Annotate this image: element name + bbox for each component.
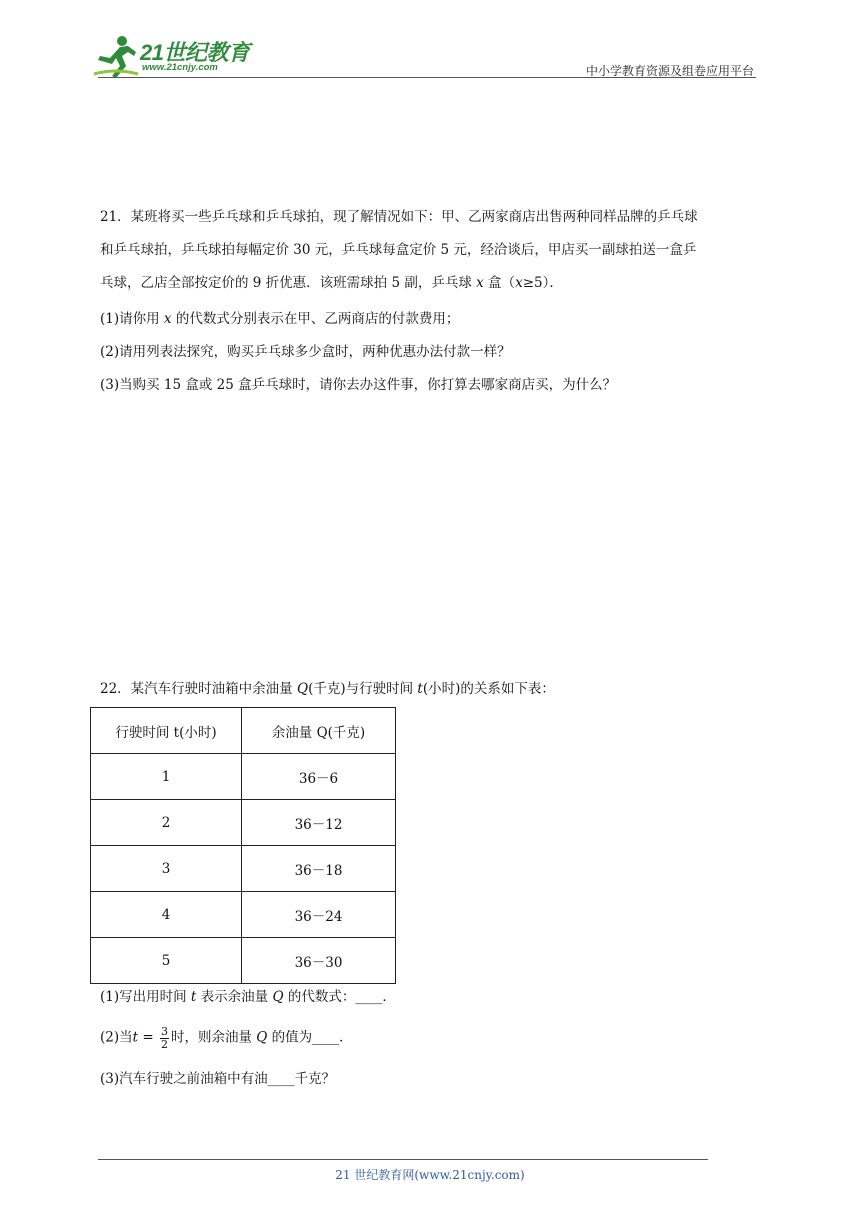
table-row bbox=[91, 892, 396, 938]
table-row bbox=[91, 754, 396, 800]
table-header-row bbox=[91, 708, 396, 754]
logo-wordmark: 21世纪教育 bbox=[140, 40, 250, 65]
q21-part-3: (3)当购买 15 盒或 25 盒乒乓球时，请你去办这件事，你打算去哪家商店买，为什么？ bbox=[100, 377, 617, 393]
site-tagline: 中小学教育资源及组卷应用平台 bbox=[585, 64, 754, 78]
q22-part-2: (2)当t = $\frac{3}{2}$ 时，则余油量 Q 的值为____． bbox=[100, 1025, 353, 1051]
footer-source: 21 世纪教育网(www.21cnjy.com) bbox=[335, 1168, 525, 1182]
table-cell: 1 bbox=[91, 754, 242, 800]
table-header-cell: 行驶时间 t(小时) bbox=[91, 708, 242, 754]
table-cell: 36－6 bbox=[242, 754, 396, 800]
logo-url: www.21cnjy.com bbox=[142, 62, 218, 73]
table-cell: 36－12 bbox=[242, 800, 396, 846]
table-cell: 2 bbox=[91, 800, 242, 846]
header-divider bbox=[98, 77, 756, 78]
table-header-cell: 余油量 Q(千克) bbox=[242, 708, 396, 754]
q21-text-line-3: 乓球，乙店全部按定价的 9 折优惠．该班需球拍 5 副，乒乓球 x 盒（x≥5）． bbox=[100, 275, 563, 291]
q22-part-1: (1)写出用时间 t 表示余油量 Q 的代数式：____． bbox=[100, 989, 396, 1005]
table-cell: 4 bbox=[91, 892, 242, 938]
runner-logo-icon bbox=[92, 34, 140, 80]
table-cell: 36－30 bbox=[242, 938, 396, 984]
footer-divider bbox=[98, 1159, 708, 1160]
table-cell: 5 bbox=[91, 938, 242, 984]
table-row bbox=[91, 846, 396, 892]
q21-text-line-2: 和乒乓球拍，乒乓球拍每幅定价 30 元，乒乓球每盒定价 5 元，经洽谈后，甲店买一副球拍送一盒乒 bbox=[100, 242, 697, 258]
q21-part-2: (2)请用列表法探究，购买乒乓球多少盒时，两种优惠办法付款一样？ bbox=[100, 344, 511, 360]
table-row bbox=[91, 800, 396, 846]
table-row bbox=[91, 938, 396, 984]
table-cell: 36－24 bbox=[242, 892, 396, 938]
site-logo bbox=[92, 34, 262, 82]
q21-part-1: (1)请你用 x 的代数式分别表示在甲、乙两商店的付款费用； bbox=[100, 311, 460, 327]
q22-title: 22．某汽车行驶时油箱中余油量 Q(千克)与行驶时间 t(小时)的关系如下表： bbox=[100, 681, 555, 697]
q21-text-line-1: 21．某班将买一些乒乓球和乒乓球拍，现了解情况如下：甲、乙两家商店出售两种同样品牌的乒乓球 bbox=[100, 209, 698, 225]
q22-part-3: (3)汽车行驶之前油箱中有油____千克？ bbox=[100, 1071, 336, 1087]
fraction: $\frac{3}{2}$ bbox=[160, 1025, 168, 1051]
table-cell: 3 bbox=[91, 846, 242, 892]
table-cell: 36－18 bbox=[242, 846, 396, 892]
fuel-table bbox=[90, 707, 396, 984]
